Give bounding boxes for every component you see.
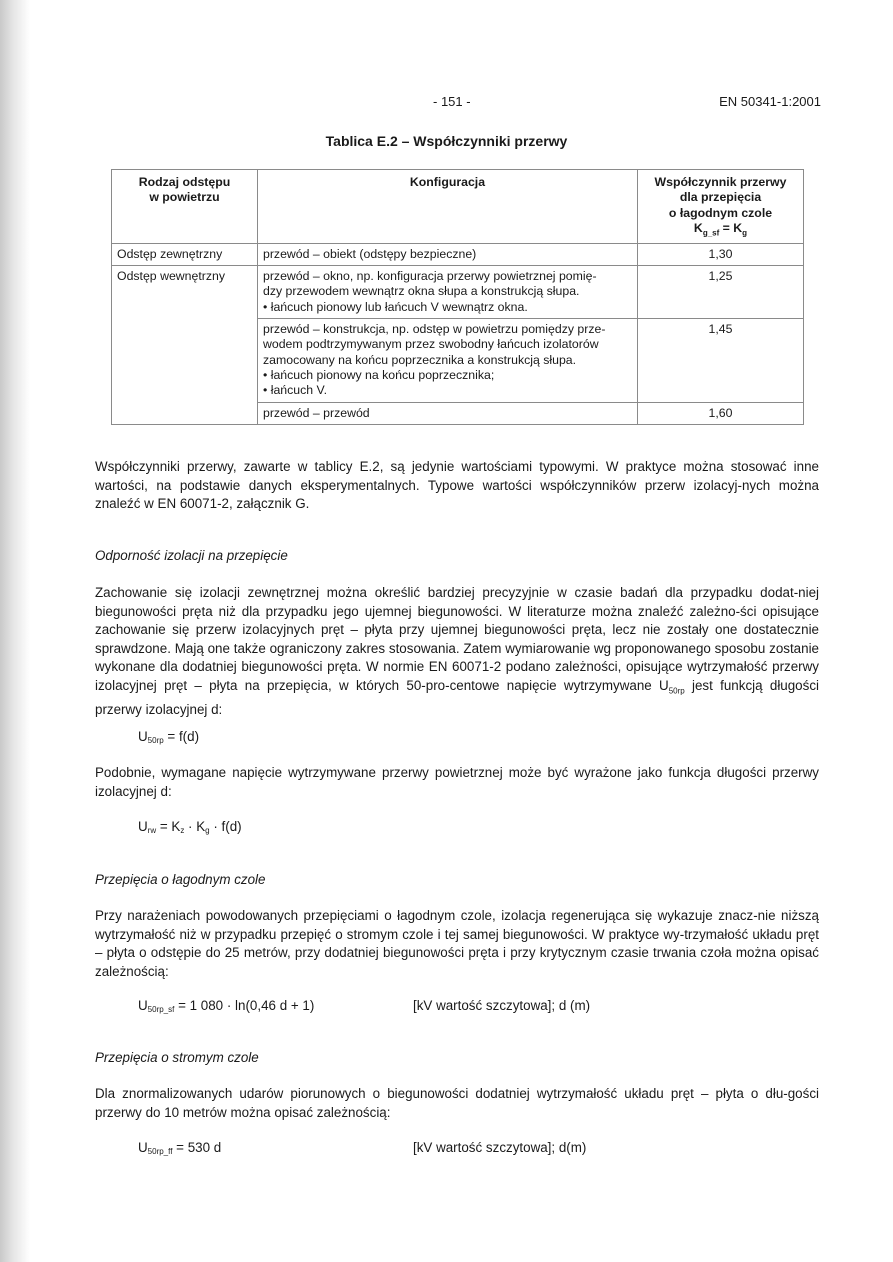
table-row: przewód – przewód 1,60 [112, 402, 804, 424]
paragraph-typical-values: Współczynniki przerwy, zawarte w tablicy E.2, są jedynie wartościami typowymi. W praktyce można stosować inne wartości, na podstawie danych eksperymentalnych. Typowe wartości współczynników przerw izolacyj-nych można znaleźć w EN 60071-2, załącznik G. [95, 459, 819, 511]
document-id: EN 50341-1:2001 [719, 94, 821, 109]
section-heading-withstand: Odporność izolacji na przepięcie [95, 548, 288, 563]
page-number: - 151 - [433, 94, 471, 109]
coefficients-table [111, 169, 804, 425]
formula-u50rp-ff: $U_{50rp\_ff} = 530$ d [138, 1140, 222, 1156]
paragraph-slow-front: Przy narażeniach powodowanych przepięciami o łagodnym czole, izolacja regenerująca się wykazuje znacz-nie niższą wytrzymałość niż w przypadku przepięć o stromym czole i tej samej biegunowości. W praktyce wy-trzymałość układu pręt – płyta o odstępie do 25 metrów, przy dodatniej biegunowości pręta i przy krytycznym czasie trwania czoła można opisać zależnością: [95, 908, 819, 979]
header-configuration: Konfiguracja [258, 170, 638, 244]
formula-u50rp-sf-unit: [kV wartość szczytowa]; d (m) [413, 998, 591, 1013]
formula-u50rp: $U_{50rp} = f(d)$ [138, 729, 200, 745]
header-formula: $K_{g\_sf} = K_g$ [693, 221, 748, 238]
table-row: Odstęp zewnętrzny przewód – obiekt (odstępy bezpieczne) 1,30 [112, 243, 804, 265]
formula-u50rp-sf: $U_{50rp\_sf} = 1$ 080 · ln(0,46 d + 1) [138, 998, 315, 1014]
paragraph-polarity: Zachowanie się izolacji zewnętrznej można określić bardziej precyzyjnie w czasie badań dla przypadku dodat-niej biegunowości pręta niż dla przypadku jego ujemnej biegunowości. W literaturze można znaleźć zależno-ści opisujące zachowanie się przerw izolacyjnych pręt – płyta przy ujemnej biegunowości pręta, lecz nie zostały one dostatecznie sprawdzone. Mają one także ograniczony zakres stosowania. Zatem wymiarowanie wg proponowanego sposobu zostanie wykonane dla dodatniej biegunowości pręta. W normie EN 60071-2 podano zależności, opisujące wytrzymałość przerwy izolacyjnej pręt – płyta na przepięcia, w których 50-pro-centowe napięcie wytrzymywane $U_{50rp}$ jest funkcją długości przerwy izolacyjnej d: [95, 585, 819, 717]
table-header-row [112, 170, 804, 244]
table-row: przewód – konstrukcja, np. odstęp w powietrzu pomiędzy prze- wodem podtrzymywanym przez swobodny łańcuch izolatorów zamocowany na końcu poprzecznika a konstrukcją słupa. • łańcuch pionowy na końcu poprzecznika; • łańcuch V. 1,45 [112, 318, 804, 402]
paragraph-fast-front: Dla znormalizowanych udarów piorunowych o biegunowości dodatniej wytrzymałość układu pręt – płyta o dłu-gości przerwy do 10 metrów można opisać zależnością: [95, 1086, 819, 1120]
section-heading-fast-front: Przepięcia o stromym czole [95, 1050, 259, 1065]
table-row: Odstęp wewnętrzny przewód – okno, np. konfiguracja przerwy powietrznej pomię- dzy przewodem wewnątrz okna słupa a konstrukcją słupa. • łańcuch pionowy lub łańcuch V wewnątrz okna. 1,25 [112, 265, 804, 318]
table-title: Tablica E.2 – Współczynniki przerwy [325, 133, 568, 149]
formula-urw: $U_{rw} = K_z \cdot K_g \cdot f(d)$ [138, 819, 242, 835]
formula-u50rp-ff-unit: [kV wartość szczytowa]; d(m) [413, 1140, 587, 1155]
scan-edge [0, 0, 30, 1262]
header-gap-type: Rodzaj odstępu w powietrzu [112, 170, 258, 244]
header-gap-factor: Współczynnik przerwy dla przepięcia o łagodnym czole $K_{g\_sf} = K_g$ [638, 170, 804, 244]
paragraph-required-voltage: Podobnie, wymagane napięcie wytrzymywane przerwy powietrznej może być wyrażone jako funkcja długości przerwy izolacyjnej d: [95, 765, 819, 799]
section-heading-slow-front: Przepięcia o łagodnym czole [95, 872, 266, 887]
